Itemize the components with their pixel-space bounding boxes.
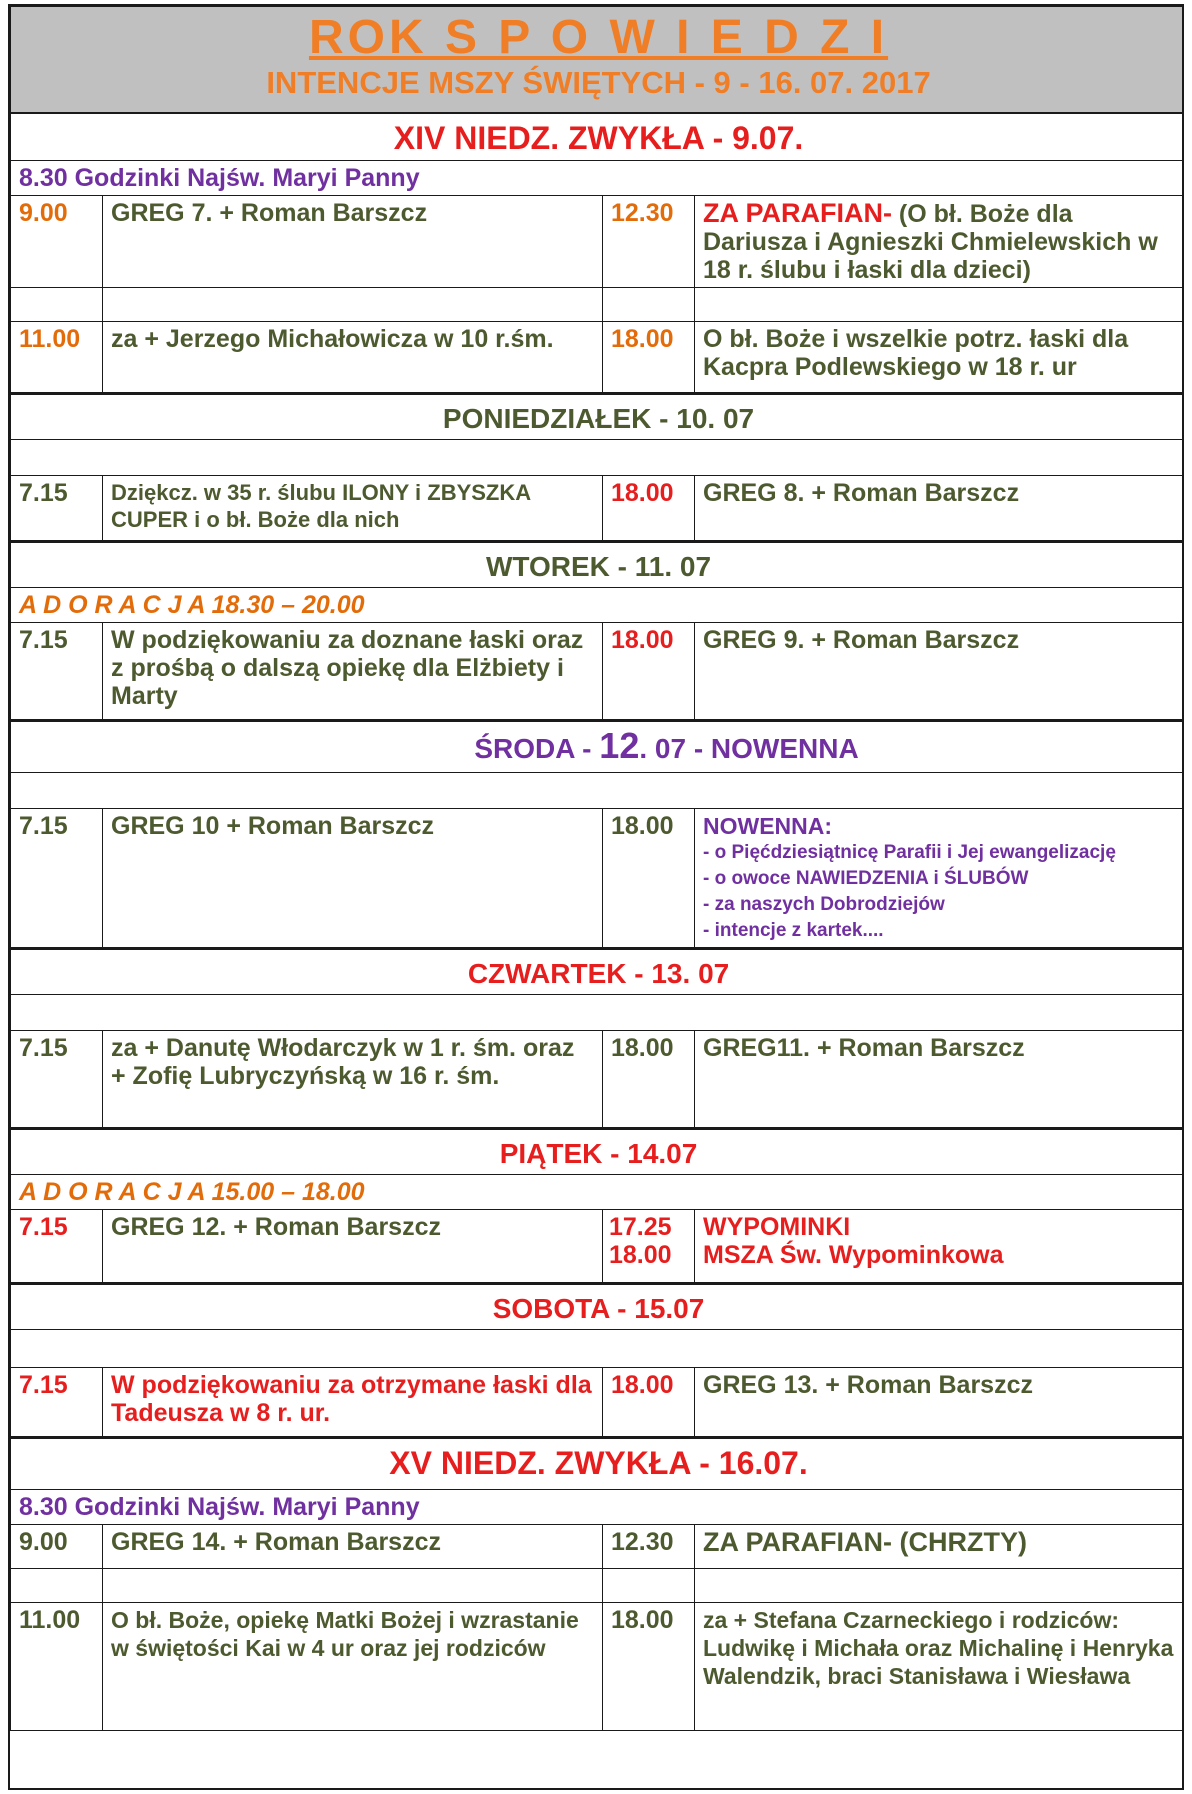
- vespers-sunday-2: 8.30 Godzinki Najśw. Maryi Panny: [11, 1490, 1185, 1525]
- mass-time: 18.00: [603, 809, 695, 949]
- intention-text: (O bł. Boże dla Dariusza i Agnieszki Chmielewskich w 18 r. ślubu i łaski dla dzieci): [703, 200, 1158, 284]
- mass-time: 9.00: [11, 1525, 103, 1569]
- mass-intention: GREG11. + Roman Barszcz: [695, 1031, 1185, 1129]
- intention-text: MSZA Św. Wypominkowa: [703, 1241, 1004, 1269]
- mass-time: 7.15: [11, 1368, 103, 1438]
- mass-intention: za + Jerzego Michałowicza w 10 r.śm.: [103, 322, 603, 394]
- mass-intention: Dziękcz. w 35 r. ślubu ILONY i ZBYSZKA CUPER i o bł. Boże dla nich: [103, 476, 603, 542]
- mass-time: 7.15: [11, 1031, 103, 1129]
- mass-intention: W podziękowaniu za doznane łaski oraz z prośbą o dalszą opiekę dla Elżbiety i Marty: [103, 623, 603, 721]
- novena-intentions: [695, 809, 1185, 949]
- mass-time: 17.25: [609, 1213, 672, 1241]
- day-header-tuesday: WTOREK - 11. 07: [11, 542, 1185, 588]
- mass-time: 11.00: [11, 1603, 103, 1731]
- day-header-thursday: CZWARTEK - 13. 07: [11, 949, 1185, 995]
- novena-title: NOWENNA:: [703, 813, 833, 839]
- novena-item: - intencje z kartek....: [703, 920, 884, 941]
- schedule-sheet: [8, 4, 1184, 1790]
- mass-intention: GREG 13. + Roman Barszcz: [695, 1368, 1185, 1438]
- mass-intention: ZA PARAFIAN- (CHRZTY): [695, 1525, 1185, 1569]
- vespers-sunday-1: 8.30 Godzinki Najśw. Maryi Panny: [11, 161, 1185, 196]
- page-subtitle: INTENCJE MSZY ŚWIĘTYCH - 9 - 16. 07. 2017: [266, 65, 931, 100]
- day-header-sunday-2: XV NIEDZ. ZWYKŁA - 16.07.: [11, 1438, 1185, 1490]
- mass-intention: za + Danutę Włodarczyk w 1 r. śm. oraz + Zofię Lubryczyńską w 16 r. śm.: [103, 1031, 603, 1129]
- mass-time: 11.00: [11, 322, 103, 394]
- day-title-part: . 07 - NOWENNA: [639, 733, 859, 764]
- mass-time: 12.30: [603, 196, 695, 288]
- mass-intention: za + Stefana Czarneckiego i rodziców: Ludwikę i Michała oraz Michalinę i Henryka Walendzik, braci Stanisława i Wiesława: [695, 1603, 1185, 1731]
- mass-time: 7.15: [11, 809, 103, 949]
- novena-item: - o owoce NAWIEDZENIA i ŚLUBÓW: [703, 868, 1029, 889]
- mass-intentions-table: [10, 6, 1184, 1731]
- header: [11, 7, 1185, 113]
- mass-time: 18.00: [603, 623, 695, 721]
- day-title-part: 12: [599, 725, 640, 766]
- mass-time: 18.00: [603, 1603, 695, 1731]
- mass-intention: GREG 12. + Roman Barszcz: [103, 1210, 603, 1284]
- mass-intention: GREG 9. + Roman Barszcz: [695, 623, 1185, 721]
- mass-intention: O bł. Boże i wszelkie potrz. łaski dla Kacpra Podlewskiego w 18 r. ur: [695, 322, 1185, 394]
- mass-intention: GREG 8. + Roman Barszcz: [695, 476, 1185, 542]
- mass-intention: GREG 7. + Roman Barszcz: [103, 196, 603, 288]
- day-header-wednesday: [11, 721, 1185, 773]
- day-header-monday: PONIEDZIAŁEK - 10. 07: [11, 394, 1185, 440]
- mass-time: 9.00: [11, 196, 103, 288]
- mass-intention: [695, 1210, 1185, 1284]
- novena-item: - o Pięćdziesiątnicę Parafii i Jej ewangelizację: [703, 842, 1116, 863]
- mass-time: 18.00: [603, 1031, 695, 1129]
- day-header-saturday: SOBOTA - 15.07: [11, 1284, 1185, 1330]
- intention-highlight: ZA PARAFIAN-: [703, 198, 892, 228]
- day-header-friday: PIĄTEK - 14.07: [11, 1129, 1185, 1175]
- mass-time: 18.00: [603, 322, 695, 394]
- mass-intention: GREG 10 + Roman Barszcz: [103, 809, 603, 949]
- mass-intention: [695, 196, 1185, 288]
- mass-time: 7.15: [11, 623, 103, 721]
- mass-intention: O bł. Boże, opiekę Matki Bożej i wzrastanie w świętości Kai w 4 ur oraz jej rodziców: [103, 1603, 603, 1731]
- mass-time: 18.00: [609, 1241, 672, 1269]
- mass-intention: GREG 14. + Roman Barszcz: [103, 1525, 603, 1569]
- mass-time: 12.30: [603, 1525, 695, 1569]
- mass-time-pair: [603, 1210, 695, 1284]
- day-title-part: ŚRODA -: [474, 733, 600, 764]
- adoration-tuesday: A D O R A C J A 18.30 – 20.00: [11, 588, 1185, 623]
- mass-time: 18.00: [603, 476, 695, 542]
- novena-item: - za naszych Dobrodziejów: [703, 894, 945, 915]
- day-header-sunday-1: XIV NIEDZ. ZWYKŁA - 9.07.: [11, 113, 1185, 161]
- mass-intention: W podziękowaniu za otrzymane łaski dla Tadeusza w 8 r. ur.: [103, 1368, 603, 1438]
- intention-text: WYPOMINKI: [703, 1213, 851, 1241]
- adoration-friday: A D O R A C J A 15.00 – 18.00: [11, 1175, 1185, 1210]
- mass-time: 7.15: [11, 476, 103, 542]
- page-title: ROK S P O W I E D Z I: [308, 11, 889, 64]
- mass-time: 18.00: [603, 1368, 695, 1438]
- mass-time: 7.15: [11, 1210, 103, 1284]
